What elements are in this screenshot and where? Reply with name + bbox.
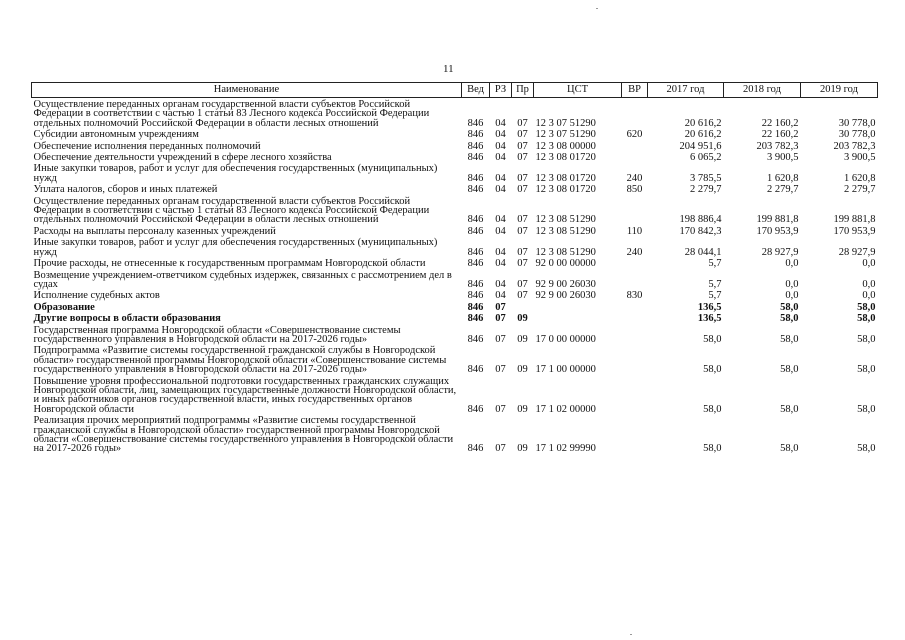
row-vr: 110: [626, 225, 643, 237]
row-cst: 92 9 00 26030: [535, 290, 596, 302]
row-pr: 09: [517, 403, 528, 415]
row-value-2019: 58,0: [857, 313, 876, 325]
row-cst: 12 3 08 51290: [535, 225, 596, 237]
row-value-2018: 0,0: [785, 258, 799, 270]
row-value-2019: 0,0: [862, 290, 876, 302]
page-number: 11: [443, 63, 454, 75]
row-cst: 12 3 08 51290: [535, 214, 596, 226]
table-row: [32, 225, 878, 236]
row-value-2017: 5,7: [708, 290, 722, 302]
row-value-2018: 58,0: [780, 364, 799, 376]
row-name: Расходы на выплаты персоналу казенных учреждений: [33, 225, 276, 237]
row-value-2017: 204 951,6: [679, 140, 722, 152]
row-value-2017: 136,5: [697, 301, 722, 313]
row-vr: [622, 269, 648, 290]
row-vr: [622, 98, 648, 129]
row-value-2018: 2 279,7: [767, 184, 799, 196]
row-pr: 07: [517, 172, 528, 184]
row-vr: 620: [626, 129, 643, 141]
row-value-2018: 22 160,2: [761, 117, 799, 129]
row-ved: 846: [467, 258, 484, 270]
row-vr: [622, 195, 648, 225]
row-rz: 04: [495, 184, 506, 196]
scan-speck: [596, 8, 598, 9]
row-value-2017: 5,7: [708, 278, 722, 290]
row-value-2019: 30 778,0: [838, 117, 876, 129]
row-ved: 846: [467, 129, 484, 141]
row-rz: 07: [495, 443, 506, 455]
row-value-2018: 28 927,9: [761, 246, 799, 258]
row-name: Иные закупки товаров, работ и услуг для обеспечения государственных (муниципальных) нужд: [33, 237, 438, 258]
row-pr: 09: [517, 333, 528, 345]
row-value-2017: 58,0: [703, 333, 722, 345]
row-value-2018: 58,0: [780, 443, 799, 455]
row-ved: 846: [467, 301, 484, 313]
row-rz: 04: [495, 172, 506, 184]
row-ved: 846: [467, 172, 484, 184]
row-pr: 07: [517, 140, 528, 152]
row-vr: [622, 324, 648, 345]
row-cst: 17 1 02 99990: [535, 443, 596, 455]
row-rz: 07: [495, 313, 506, 325]
row-name: Осуществление переданных органам государственной власти субъектов Российской Федерации в соответствии с частью 1 статьи 83 Лесного кодекса Российской Федерации отдельных полномочий Российской Федерации в области лесных отношений: [33, 195, 430, 226]
row-name: Обеспечение деятельности учреждений в сфере лесного хозяйства: [33, 152, 332, 164]
row-pr: 07: [517, 278, 528, 290]
row-ved: 846: [467, 246, 484, 258]
row-value-2019: 58,0: [857, 301, 876, 313]
row-pr: 09: [517, 313, 528, 325]
row-pr: 09: [517, 364, 528, 376]
row-value-2019: 0,0: [862, 258, 876, 270]
row-cst: 12 3 08 00000: [535, 140, 596, 152]
row-value-2019: 58,0: [857, 333, 876, 345]
row-value-2019: 0,0: [862, 278, 876, 290]
row-rz: 07: [495, 364, 506, 376]
row-cst: 12 3 08 01720: [535, 152, 596, 164]
header-vr: ВР: [622, 83, 648, 98]
row-ved: 846: [467, 364, 484, 376]
row-name: Другие вопросы в области образования: [33, 313, 221, 325]
table-row: [32, 183, 878, 194]
table-row: [32, 312, 878, 323]
row-ved: 846: [467, 313, 484, 325]
row-cst: [534, 312, 622, 323]
row-name: Уплата налогов, сборов и иных платежей: [33, 184, 218, 196]
row-rz: 04: [495, 214, 506, 226]
row-value-2019: 170 953,9: [833, 225, 876, 237]
row-vr: 240: [626, 246, 643, 258]
row-name: Возмещение учреждением-ответчиком судебных издержек, связанных с рассмотрением дел в судах: [33, 269, 452, 290]
row-value-2018: 22 160,2: [761, 129, 799, 141]
table-row: [32, 344, 878, 374]
row-vr: 830: [626, 290, 643, 302]
row-ved: 846: [467, 225, 484, 237]
table-row: [32, 324, 878, 345]
row-vr: 850: [626, 184, 643, 196]
row-ved: 846: [467, 117, 484, 129]
row-rz: 04: [495, 129, 506, 141]
row-pr: 07: [517, 214, 528, 226]
row-value-2018: 1 620,8: [767, 172, 799, 184]
row-value-2019: 58,0: [857, 403, 876, 415]
header-2018: 2018 год: [724, 83, 801, 98]
row-value-2018: 203 782,3: [756, 140, 799, 152]
row-value-2019: 203 782,3: [833, 140, 876, 152]
row-cst: 12 3 08 01720: [535, 184, 596, 196]
table-row: [32, 269, 878, 290]
row-rz: 04: [495, 117, 506, 129]
row-cst: 12 3 08 51290: [535, 246, 596, 258]
row-rz: 04: [495, 290, 506, 302]
row-name: Обеспечение исполнения переданных полномочий: [33, 140, 261, 152]
row-rz: 07: [495, 333, 506, 345]
row-value-2018: 58,0: [780, 403, 799, 415]
row-value-2018: 58,0: [780, 301, 799, 313]
row-name: Осуществление переданных органам государственной власти субъектов Российской Федерации в соответствии с частью 1 статьи 83 Лесного кодекса Российской Федерации отдельных полномочий Российской Федерации в области лесных отношений: [33, 99, 430, 129]
row-vr: [622, 151, 648, 162]
row-rz: 04: [495, 152, 506, 164]
row-cst: 12 3 08 01720: [535, 172, 596, 184]
row-value-2017: 3 785,5: [690, 172, 722, 184]
row-value-2019: 2 279,7: [844, 184, 876, 196]
row-ved: 846: [467, 333, 484, 345]
row-pr: 07: [517, 152, 528, 164]
row-pr: 07: [517, 290, 528, 302]
row-value-2017: 20 616,2: [684, 129, 722, 141]
row-cst: 92 9 00 26030: [535, 278, 596, 290]
row-value-2017: 20 616,2: [684, 117, 722, 129]
row-vr: 240: [626, 172, 643, 184]
table-row: [32, 236, 878, 257]
row-value-2017: 6 065,2: [690, 152, 722, 164]
row-value-2017: 58,0: [703, 443, 722, 455]
row-value-2018: 58,0: [780, 313, 799, 325]
row-vr: [622, 301, 648, 312]
row-name: Прочие расходы, не отнесенные к государственным программам Новгородской области: [33, 258, 426, 270]
row-value-2018: 0,0: [785, 278, 799, 290]
row-value-2018: 0,0: [785, 290, 799, 302]
row-cst: 92 0 00 00000: [535, 258, 596, 270]
header-2017: 2017 год: [648, 83, 724, 98]
row-cst: 17 0 00 00000: [535, 333, 596, 345]
row-rz: 04: [495, 225, 506, 237]
header-name: Наименование: [32, 83, 462, 98]
row-value-2017: 170 842,3: [679, 225, 722, 237]
table-row: [32, 301, 878, 312]
row-value-2017: 58,0: [703, 364, 722, 376]
budget-table: [31, 82, 878, 454]
row-vr: [622, 344, 648, 374]
row-value-2017: 58,0: [703, 403, 722, 415]
row-rz: 07: [495, 403, 506, 415]
row-ved: 846: [467, 443, 484, 455]
row-rz: 04: [495, 278, 506, 290]
row-value-2017: 5,7: [708, 258, 722, 270]
scan-speck: [630, 634, 632, 635]
row-value-2019: 58,0: [857, 364, 876, 376]
row-value-2017: 2 279,7: [690, 184, 722, 196]
row-vr: [622, 414, 648, 454]
row-pr: 07: [517, 117, 528, 129]
row-pr: [512, 301, 534, 312]
row-value-2019: 58,0: [857, 443, 876, 455]
row-pr: 07: [517, 129, 528, 141]
table-row: [32, 140, 878, 151]
row-value-2017: 136,5: [697, 313, 722, 325]
table-row: [32, 414, 878, 454]
row-name: Субсидии автономным учреждениям: [33, 129, 199, 141]
row-pr: 07: [517, 258, 528, 270]
row-value-2019: 28 927,9: [838, 246, 876, 258]
table-row: [32, 98, 878, 129]
row-vr: [622, 257, 648, 268]
row-ved: 846: [467, 278, 484, 290]
header-rz: РЗ: [490, 83, 512, 98]
row-vr: [622, 140, 648, 151]
table-row: [32, 128, 878, 139]
table-row: [32, 375, 878, 415]
table-row: [32, 151, 878, 162]
row-rz: 04: [495, 258, 506, 270]
row-value-2018: 58,0: [780, 333, 799, 345]
header-ved: Вед: [462, 83, 490, 98]
row-ved: 846: [467, 140, 484, 152]
row-value-2019: 199 881,8: [833, 214, 876, 226]
row-value-2017: 28 044,1: [684, 246, 722, 258]
row-ved: 846: [467, 184, 484, 196]
row-value-2018: 170 953,9: [756, 225, 799, 237]
row-pr: 09: [517, 443, 528, 455]
row-ved: 846: [467, 214, 484, 226]
table-row: [32, 195, 878, 225]
row-value-2018: 199 881,8: [756, 214, 799, 226]
row-pr: 07: [517, 246, 528, 258]
header-2019: 2019 год: [801, 83, 878, 98]
table-row: [32, 289, 878, 300]
row-cst: 17 1 00 00000: [535, 364, 596, 376]
row-cst: 12 3 07 51290: [535, 117, 596, 129]
row-name: Иные закупки товаров, работ и услуг для обеспечения государственных (муниципальных) нужд: [33, 163, 438, 184]
row-cst: [534, 301, 622, 312]
row-value-2018: 3 900,5: [767, 152, 799, 164]
header-pr: Пр: [512, 83, 534, 98]
table-header-row: [32, 83, 878, 98]
row-vr: [622, 375, 648, 415]
row-cst: 12 3 07 51290: [535, 129, 596, 141]
row-value-2019: 30 778,0: [838, 129, 876, 141]
row-name: Образование: [33, 301, 95, 313]
row-name: Реализация прочих мероприятий подпрограммы «Развитие системы государственной гражданской службы в Новгородской области» государственной программы Новгородской области «Совершенствование системы государственного управления в Новгородской области на 2017-2026 годы»: [33, 415, 454, 455]
row-rz: 04: [495, 246, 506, 258]
row-ved: 846: [467, 152, 484, 164]
row-rz: 07: [495, 301, 506, 313]
row-ved: 846: [467, 290, 484, 302]
row-ved: 846: [467, 403, 484, 415]
header-cst: ЦСТ: [534, 83, 622, 98]
row-rz: 04: [495, 140, 506, 152]
row-pr: 07: [517, 225, 528, 237]
row-value-2019: 3 900,5: [844, 152, 876, 164]
table-row: [32, 257, 878, 268]
row-name: Подпрограмма «Развитие системы государственной гражданской службы в Новгородской области» государственной программы Новгородской области «Совершенствование системы государственного управления в Новгородской области на 2017-2026 годы»: [33, 345, 447, 376]
row-vr: [622, 312, 648, 323]
row-name: Исполнение судебных актов: [33, 290, 160, 302]
row-name: Государственная программа Новгородской области «Совершенствование системы государственного управления в Новгородской области на 2017-2026 годы»: [33, 324, 401, 345]
row-cst: 17 1 02 00000: [535, 403, 596, 415]
row-value-2019: 1 620,8: [844, 172, 876, 184]
row-pr: 07: [517, 184, 528, 196]
row-value-2017: 198 886,4: [679, 214, 722, 226]
table-row: [32, 162, 878, 183]
table-body: [32, 98, 878, 454]
row-name: Повышение уровня профессиональной подготовки государственных гражданских служащих Новгородской области, лиц, замещающих государственные должности Новгородской области, и иных работников органов государственной власти, иных государственных органов Новгородской области: [33, 375, 457, 415]
